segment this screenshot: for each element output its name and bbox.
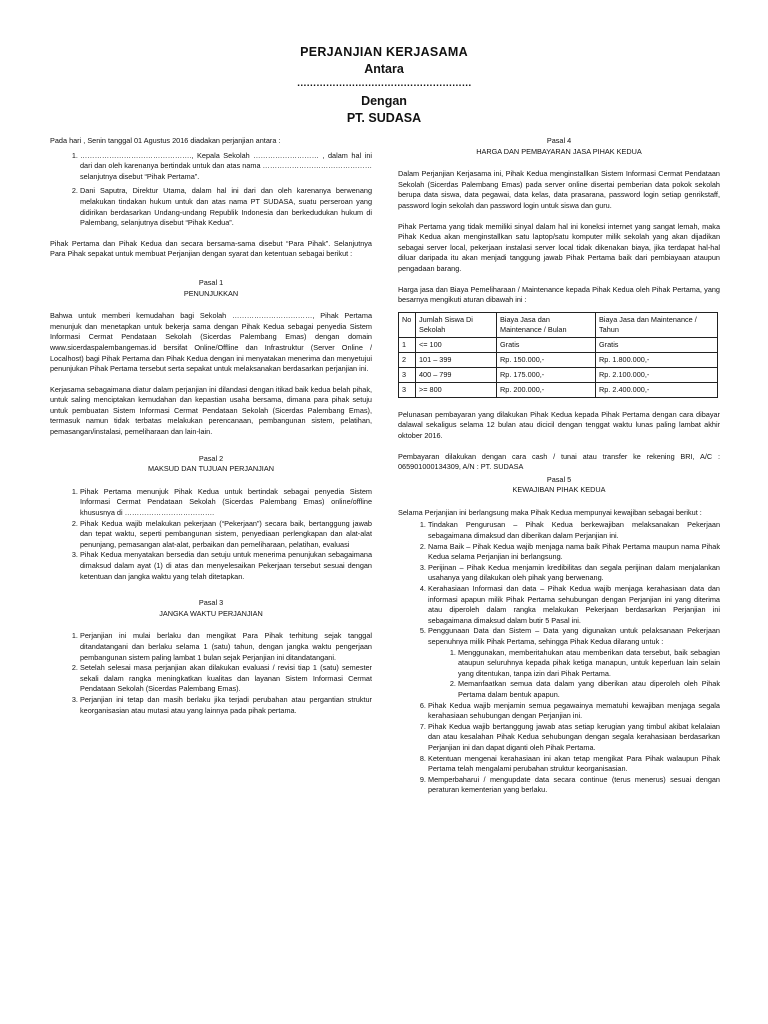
table-cell: 400 – 799 [416,367,497,382]
list-item: 3. Pihak Kedua menyatakan bersedia dan setuju untuk menerima penunjukan sebagaimana dimaksud dalam ayat (1) di atas dan menyelesaikan Pekerjaan tersebut sesuai dengan ketentuan dan jangka waktu yang telah ditetapkan. [80,550,372,582]
list-item: 2. Setelah selesai masa perjanjian akan dilakukan evaluasi / revisi tiap 1 (satu) semester sekali dalam rangka meningkatkan kualitas dan layanan Sistem Informasi Cermat Pendataan Sekolah (Sicerdas Palembang Emas). [80,663,372,695]
pasal-4-title: HARGA DAN PEMBAYARAN JASA PIHAK KEDUA [476,146,642,156]
parties-list [50,151,372,229]
pasal-1-paragraph: Kerjasama sebagaimana diatur dalam perjanjian ini dilandasi dengan itikad baik kedua belah pihak, untuk saling menciptakan kemudahan dan kepastian usaha bersama, dimana para pihak setuju untuk pembuatan Sistem Informasi Cermat Pendataan Sekolah (Sicerdas Palembang Emas), termasuk namun tidak terbatas melakukan perencanaan, pembangunan sistem, pelatihan, pemasangan/instalasi, pemeliharaan dan lain-lain. [50,384,372,437]
table-cell: Rp. 1.800.000,- [596,352,718,367]
document-title: PERJANJIAN KERJASAMA [300,45,468,59]
list-item: 1. Perjanjian ini mulai berlaku dan mengikat Para Pihak terhitung sejak tanggal ditandatangani dan berlaku selama 1 (satu) tahun, dengan jangka waktu pengerjaan pembangunan sistem paling lambat 1 bulan sejak Perjanjian ini ditandatangani. [80,631,372,663]
list-item: 2. Nama Baik – Pihak Kedua wajib menjaga nama baik Pihak Pertama maupun nama Pihak Kedua selama Perjanjian ini berlangsung. [428,542,720,563]
table-cell: 3 [399,382,416,397]
table-header-cell: No [399,312,416,337]
pasal-4-paragraph: Harga jasa dan Biaya Pemeliharaan / Maintenance kepada Pihak Kedua oleh Pihak Pertama, yang besarnya mengikuti aturan dibawah ini : [398,284,720,305]
right-column [398,136,720,806]
sub-list-item: 1. Menggunakan, memberitahukan atau memberikan data tersebut, baik sebagian ataupun seluruhnya kepada pihak ketiga manapun, untuk keperluan lain selain yang ditentukan, tanpa izin dari Pihak Pertama. [458,648,720,680]
table-header-cell: Biaya Jasa dan Maintenance / Tahun [596,312,718,337]
pasal-5-title: KEWAJIBAN PIHAK KEDUA [512,485,606,495]
table-cell: 101 – 399 [416,352,497,367]
list-item: 9. Memperbaharui / mengupdate data secara continue (terus menerus) sesuai dengan peraturan kementerian yang berlaku. [428,775,720,796]
antara-label: Antara [364,62,404,76]
party-item: 1. ………………………………………., Kepala Sekolah ……………………… , dalam hal ini dari dan oleh karenanya bertindak untuk dan atas nama ……………………………………… selanjutnya disebut “Pihak Pertama”. [80,151,372,183]
table-row [399,382,718,397]
pasal-4-paragraph: Pihak Pertama yang tidak memiliki sinyal dalam hal ini koneksi internet yang sangat lemah, maka Pihak Kedua akan menginstallkan satu laptop/satu komputer milik sekolah yang akan dijadikan sebagai server local, pekerjaan instalasi server local tidak dikenakan biaya, jika terdapat hal-hal diluar daripada itu akan menjadi tanggung jawab Pihak Pertama baik dari pembiayaan ataupun pengadaan barang. [398,221,720,273]
left-column [50,136,372,726]
table-cell: 2 [399,352,416,367]
pasal-4-payment-paragraph: Pembayaran dilakukan dengan cara cash / tunai atau transfer ke rekening BRI, A/C : 065901000134309, A/N : PT. SUDASA [398,451,720,472]
table-row [399,367,718,382]
list-item: 1. Pihak Pertama menunjuk Pihak Kedua untuk bertindak sebagai penyedia Sistem Informasi Cermat Pendataan Sekolah (Sicerdas Palembang Emas) online/offline khususnya di ………………………………. [80,487,372,519]
pricing-table [398,312,718,398]
list-item: 2. Pihak Kedua wajib melakukan pekerjaan (“Pekerjaan”) secara baik, bertanggung jawab dan tepat waktu, seperti pembangunan sistem, penyediaan perlengkapan dan alat-alat penunjang, pemasangan alat-alat, perbaikan dan pemeliharaan, pelatihan, evaluasi [80,519,372,551]
intro-paragraph: Pada hari , Senin tanggal 01 Agustus 2016 diadakan perjanjian antara : [50,136,281,145]
list-item-text: Penggunaan Data dan Sistem – Data yang digunakan untuk pelaksanaan Pekerjaan sepenuhnya milik Pihak Pertama, sehingga Pihak Kedua dilarang untuk : [428,626,720,646]
pasal-1-paragraph: Bahwa untuk memberi kemudahan bagi Sekolah ……………………………, Pihak Pertama menunjuk dan menetapkan untuk bekerja sama dengan Pihak Kedua sebagai penyedia Sistem Informasi Cermat Pendataan Sekolah (Sicerdas Palembang Emas) dengan domain www.sicerdaspalembangemas.id bersifat Online/Offline dan Infrastruktur (Server Online / Localhost) bagi Pihak Pertama dan Pihak Kedua dengan ini menyatakan menerima dan menyetujui penunjukan Pihak Pertama tersebut serta sepakat untuk melaksanakan berdasarkan perjanjian ini. [50,311,372,374]
pasal-2-number: Pasal 2 [198,453,224,463]
table-cell: Rp. 2.100.000,- [596,367,718,382]
list-item: 6. Pihak Kedua wajib menjamin semua pegawainya mematuhi kewajiban menjaga segala kerahasiaan sehubungan dengan Perjanjian ini. [428,701,720,722]
table-cell: Rp. 150.000,- [497,352,596,367]
pasal-2-list [50,487,372,582]
table-cell: 3 [399,367,416,382]
table-cell: Gratis [497,337,596,352]
table-cell: >= 800 [416,382,497,397]
table-cell: <= 100 [416,337,497,352]
pasal-5-list [398,520,720,700]
list-item: 3. Perijinan – Pihak Kedua menjamin kredibilitas dan segala perijinan dalam menjalankan usahanya yang dilakukan oleh pihak yang berwenang. [428,563,720,584]
pasal-4-paragraph: Pelunasan pembayaran yang dilakukan Pihak Kedua kepada Pihak Pertama dengan cara dibayar dalawal sekaligus selama 12 bulan atau dicicil dengan tenggat waktu lunas paling lambat akhir oktober 2016. [398,409,720,440]
dengan-label: Dengan [361,94,407,108]
table-cell: Rp. 175.000,- [497,367,596,382]
table-header-cell: Jumlah Siswa Di Sekolah [416,312,497,337]
list-item: 3. Perjanjian ini tetap dan masih berlaku jika terjadi perubahan atau pergantian struktur keorganisasian atau mutasi atau yang lainnya pada pihak pertama. [80,695,372,716]
pasal-5-number: Pasal 5 [546,474,572,484]
list-item: 8. Ketentuan mengenai kerahasiaan ini akan tetap mengikat Para Pihak walaupun Pihak Pertama telah mengalami perubahan struktur keorganisasian. [428,754,720,775]
table-header-cell: Biaya Jasa dan Maintenance / Bulan [497,312,596,337]
table-cell: Gratis [596,337,718,352]
list-item: 4. Kerahasiaan Informasi dan data – Pihak Kedua wajib menjaga kerahasiaan data dan informasi apapun milik Pihak Pertama sehubungan dengan Perjanjian ini yang diterima atau diperoleh dalam rangka melakukan Pekerjaan berdasarkan Perjanjian ini sebagaimana dimaksud dalam butir 5 Pasal ini. [428,584,720,626]
pasal-2-title: MAKSUD DAN TUJUAN PERJANJIAN [148,464,274,474]
table-cell: Rp. 200.000,- [497,382,596,397]
pasal-3-title: JANGKA WAKTU PERJANJIAN [159,608,263,618]
pasal-5-intro: Selama Perjanjian ini berlangsung maka Pihak Kedua mempunyai kewajiban sebagai berikut : [398,507,702,517]
pasal-3-list [50,631,372,716]
table-header-row [399,312,718,337]
list-item: 7. Pihak Kedua wajib bertanggung jawab atas setiap kerugian yang timbul akibat kelalaian dan atau kesalahan Pihak Kedua sehubungan dengan segala kerahasiaan berdasarkan Perjanjian ini dan dapat diganti oleh Pihak Pertama. [428,722,720,754]
para-pihak-paragraph: Pihak Pertama dan Pihak Kedua dan secara bersama-sama disebut “Para Pihak”. Selanjutnya Para Pihak sepakat untuk membuat Perjanjian dengan syarat dan ketentuan sebagai berikut : [50,238,372,259]
list-item: 1. Tindakan Pengurusan – Pihak Kedua berkewajiban melaksanakan Pekerjaan sebagaimana dimaksud dan diberikan dalam Perjanjian ini. [428,520,720,541]
pasal-4-number: Pasal 4 [546,136,572,145]
pasal-4-paragraph: Dalam Perjanjian Kerjasama ini, Pihak Kedua menginstallkan Sistem Informasi Cermat Pendataan Sekolah (Sicerdas Palembang Emas) pada server online disertai pemberian data pokok sekolah berupa data siswa, data pegawai, data kelas, data prasarana, password login setiap genrikstaff, password login sekolah dan password login untuk siswa dan guru. [398,169,720,210]
party-blank-dots: ……………………………………………… [296,78,472,89]
pasal-3-number: Pasal 3 [198,598,224,608]
document-header [0,44,768,127]
pasal-1-number: Pasal 1 [198,277,224,287]
pasal-1-title: PENUNJUKKAN [183,288,239,298]
table-cell: 1 [399,337,416,352]
pasal-5-list-continued [398,701,720,796]
table-row [399,352,718,367]
second-party-name: PT. SUDASA [346,111,422,125]
table-row [399,337,718,352]
sub-list [428,648,720,701]
party-item: 2. Dani Saputra, Direktur Utama, dalam hal ini dari dan oleh karenanya berwenang melakukan tindakan hukum untuk dan atas nama PT SUDASA, suatu perseroan yang didirikan berdasarkan Undang-undang Republik Indonesia dan berkedudukan hukum di Palembang, selanjutnya disebut “Pihak Kedua”. [80,186,372,228]
list-item [428,626,720,700]
table-cell: Rp. 2.400.000,- [596,382,718,397]
sub-list-item: 2. Memanfaatkan semua data dalam yang diberikan atau diperoleh oleh Pihak Pertama dalam bentuk apapun. [458,679,720,700]
